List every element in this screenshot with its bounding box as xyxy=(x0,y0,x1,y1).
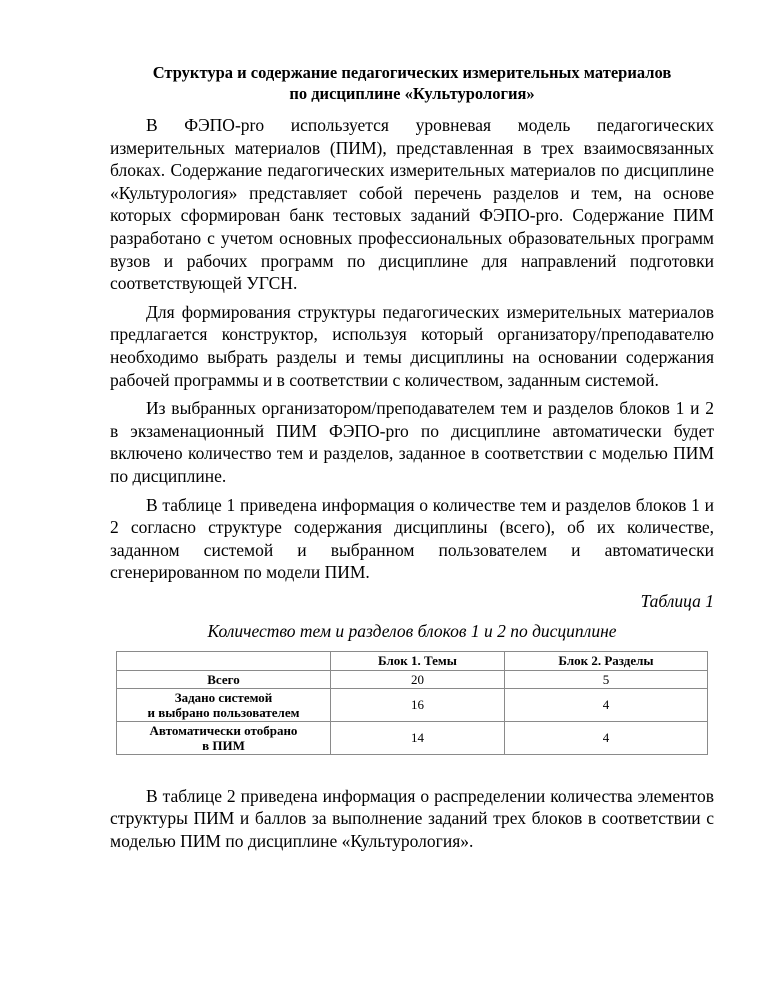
row-label-system-set-line-2: и выбрано пользователем xyxy=(147,704,300,720)
document-title-line-1: Структура и содержание педагогических измерительных материалов xyxy=(152,63,672,82)
row-label-auto-selected-line-1: Автоматически отобрано xyxy=(149,722,298,738)
document-title xyxy=(110,62,714,104)
table-header-block2: Блок 2. Разделы xyxy=(505,651,708,670)
document-title-line-2: по дисциплине «Культурология» xyxy=(289,84,535,103)
row-label-auto-selected-line-2: в ПИМ xyxy=(202,737,245,753)
cell-system-set-block2: 4 xyxy=(505,688,708,721)
table-row xyxy=(117,688,708,721)
table-caption: Количество тем и разделов блоков 1 и 2 по дисциплине xyxy=(207,620,617,641)
cell-total-block2: 5 xyxy=(505,670,708,688)
cell-auto-selected-block2: 4 xyxy=(505,721,708,754)
table-row xyxy=(117,670,708,688)
paragraph-table2-intro: В таблице 2 приведена информация о распределении количества элементов структуры ПИМ и баллов за выполнение заданий трех блоков в соответствии с моделью ПИМ по дисциплине «Культурология». xyxy=(110,785,714,852)
paragraph-selection: Из выбранных организатором/преподавателем тем и разделов блоков 1 и 2 в экзаменационный ПИМ ФЭПО-pro по дисциплине автоматически будет включено количество тем и разделов, заданное в соответствии с моделью ПИМ по дисциплине. xyxy=(110,398,714,486)
table-row xyxy=(117,721,708,754)
row-label-auto-selected xyxy=(117,721,331,754)
table-number: Таблица 1 xyxy=(640,590,714,611)
cell-auto-selected-block1: 14 xyxy=(331,721,505,754)
row-label-system-set-line-1: Задано системой xyxy=(174,689,273,705)
table-header-row xyxy=(117,651,708,670)
row-label-system-set xyxy=(117,688,331,721)
paragraph-table1-intro: В таблице 1 приведена информация о количестве тем и разделов блоков 1 и 2 согласно структуре содержания дисциплины (всего), об их количестве, заданном системой и выбранном пользователем и автоматически сгенерированном по модели ПИМ. xyxy=(110,494,714,583)
document-page xyxy=(110,62,714,859)
paragraph-constructor: Для формирования структуры педагогических измерительных материалов предлагается конструктор, используя который организатору/преподавателю необходимо выбрать разделы и темы дисциплины на основании содержания рабочей программы и в соответствии с количеством, заданным системой. xyxy=(110,301,714,390)
table-header-block1: Блок 1. Темы xyxy=(331,651,505,670)
paragraph-model-description: В ФЭПО-pro используется уровневая модель педагогических измерительных материалов (ПИМ), представленная в трех взаимосвязанных блоках. Содержание педагогических измерительных материалов по дисциплине «Культурология» представляет собой перечень разделов и тем, на основе которых сформирован банк тестовых заданий ФЭПО-pro. Содержание ПИМ разработано с учетом основных профессиональных образовательных программ вузов и рабочих программ по дисциплине для направлений подготовки соответствующей УГСН. xyxy=(110,115,714,294)
cell-system-set-block1: 16 xyxy=(331,688,505,721)
table-header-empty xyxy=(117,651,331,670)
row-label-total: Всего xyxy=(117,670,331,688)
topics-sections-table xyxy=(116,651,708,755)
cell-total-block1: 20 xyxy=(331,670,505,688)
